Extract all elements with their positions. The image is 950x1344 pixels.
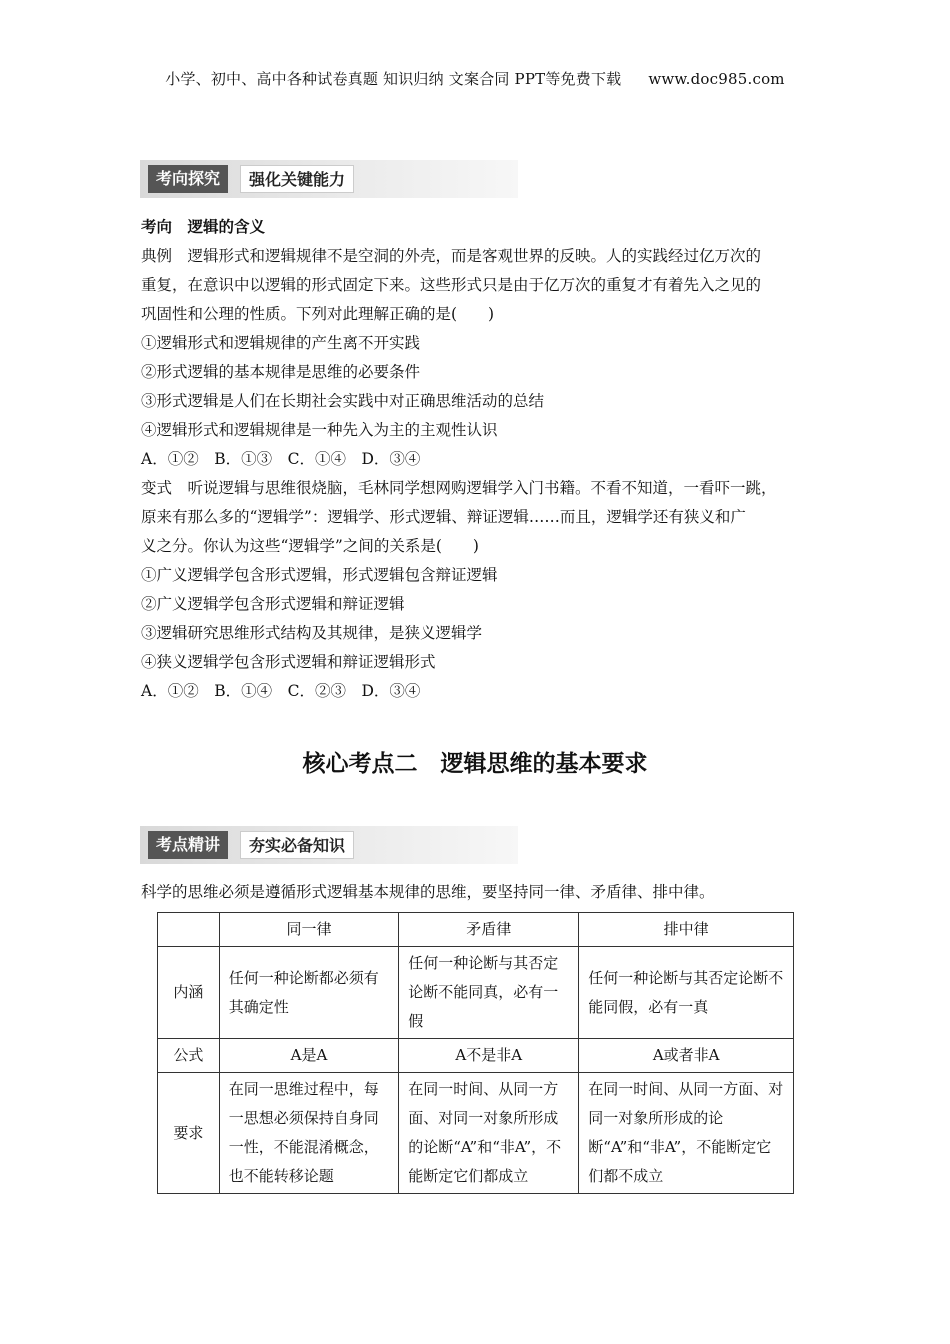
table-cell: A是A bbox=[219, 1039, 399, 1073]
table-row bbox=[158, 1039, 794, 1073]
example-line: 重复，在意识中以逻辑的形式固定下来。这些形式只是由于亿万次的重复才有着先入之见的 bbox=[141, 276, 762, 294]
banner-subtitle: 强化关键能力 bbox=[240, 165, 354, 193]
banner-subtitle: 夯实必备知识 bbox=[240, 831, 354, 859]
table-cell: 在同一时间、从同一方面、对同一对象所形成的论断“A”和“非A”，不能断定它们都成立 bbox=[399, 1073, 579, 1194]
logic-laws-table bbox=[157, 912, 794, 1194]
banner-tag: 考向探究 bbox=[148, 165, 228, 193]
variant-line: 原来有那么多的“逻辑学”：逻辑学、形式逻辑、辩证逻辑……而且，逻辑学还有狭义和广 bbox=[141, 508, 746, 526]
banner-kaodian bbox=[140, 826, 518, 864]
option-item: ③形式逻辑是人们在长期社会实践中对正确思维活动的总结 bbox=[141, 392, 545, 410]
variant-line: 义之分。你认为这些“逻辑学”之间的关系是( ) bbox=[141, 537, 479, 555]
table-cell: 在同一时间、从同一方面、对同一对象所形成的论断“A”和“非A”，不能断定它们都不成立 bbox=[579, 1073, 794, 1194]
table-header-cell: 矛盾律 bbox=[399, 913, 579, 947]
example-line: 典例 逻辑形式和逻辑规律不是空洞的外壳，而是客观世界的反映。人的实践经过亿万次的 bbox=[141, 247, 762, 265]
table-cell: 任何一种论断与其否定论断不能同真，必有一假 bbox=[399, 947, 579, 1039]
banner-tag: 考点精讲 bbox=[148, 831, 228, 859]
intro-text: 科学的思维必须是遵循形式逻辑基本规律的思维，要坚持同一律、矛盾律、排中律。 bbox=[141, 883, 715, 901]
table-cell: 任何一种论断都必须有其确定性 bbox=[219, 947, 399, 1039]
row-label: 内涵 bbox=[158, 947, 220, 1039]
table-row bbox=[158, 1073, 794, 1194]
row-label: 要求 bbox=[158, 1073, 220, 1194]
table-cell: A不是非A bbox=[399, 1039, 579, 1073]
section2-title: 核心考点二 逻辑思维的基本要求 bbox=[302, 751, 648, 777]
header-text: 小学、初中、高中各种试卷真题 知识归纳 文案合同 PPT等免费下载 bbox=[165, 70, 622, 88]
section1-content bbox=[141, 213, 821, 706]
table-row bbox=[158, 947, 794, 1039]
table-cell: 在同一思维过程中，每一思想必须保持自身同一性，不能混淆概念，也不能转移论题 bbox=[219, 1073, 399, 1194]
answer-choices: A．①② B．①③ C．①④ D．③④ bbox=[141, 450, 421, 468]
option-item: ①逻辑形式和逻辑规律的产生离不开实践 bbox=[141, 334, 421, 352]
table-header-cell bbox=[158, 913, 220, 947]
table-cell: A或者非A bbox=[579, 1039, 794, 1073]
variant-line: 变式 听说逻辑与思维很烧脑，毛林同学想网购逻辑学入门书籍。不看不知道，一看吓一跳， bbox=[141, 479, 777, 497]
table-header-row bbox=[158, 913, 794, 947]
answer-choices: A．①② B．①④ C．②③ D．③④ bbox=[141, 682, 421, 700]
table-header-cell: 排中律 bbox=[579, 913, 794, 947]
example-line: 巩固性和公理的性质。下列对此理解正确的是( ) bbox=[141, 305, 495, 323]
option-item: ④逻辑形式和逻辑规律是一种先入为主的主观性认识 bbox=[141, 421, 498, 439]
option-item: ②广义逻辑学包含形式逻辑和辩证逻辑 bbox=[141, 595, 405, 613]
topic-heading: 考向 逻辑的含义 bbox=[141, 218, 266, 236]
header-site: www.doc985.com bbox=[648, 70, 785, 88]
table-header-cell: 同一律 bbox=[219, 913, 399, 947]
option-item: ③逻辑研究思维形式结构及其规律，是狭义逻辑学 bbox=[141, 624, 483, 642]
banner-kaoxiang bbox=[140, 160, 518, 198]
table-cell: 任何一种论断与其否定论断不能同假，必有一真 bbox=[579, 947, 794, 1039]
page-header bbox=[0, 68, 950, 89]
option-item: ②形式逻辑的基本规律是思维的必要条件 bbox=[141, 363, 421, 381]
option-item: ④狭义逻辑学包含形式逻辑和辩证逻辑形式 bbox=[141, 653, 436, 671]
option-item: ①广义逻辑学包含形式逻辑，形式逻辑包含辩证逻辑 bbox=[141, 566, 498, 584]
row-label: 公式 bbox=[158, 1039, 220, 1073]
